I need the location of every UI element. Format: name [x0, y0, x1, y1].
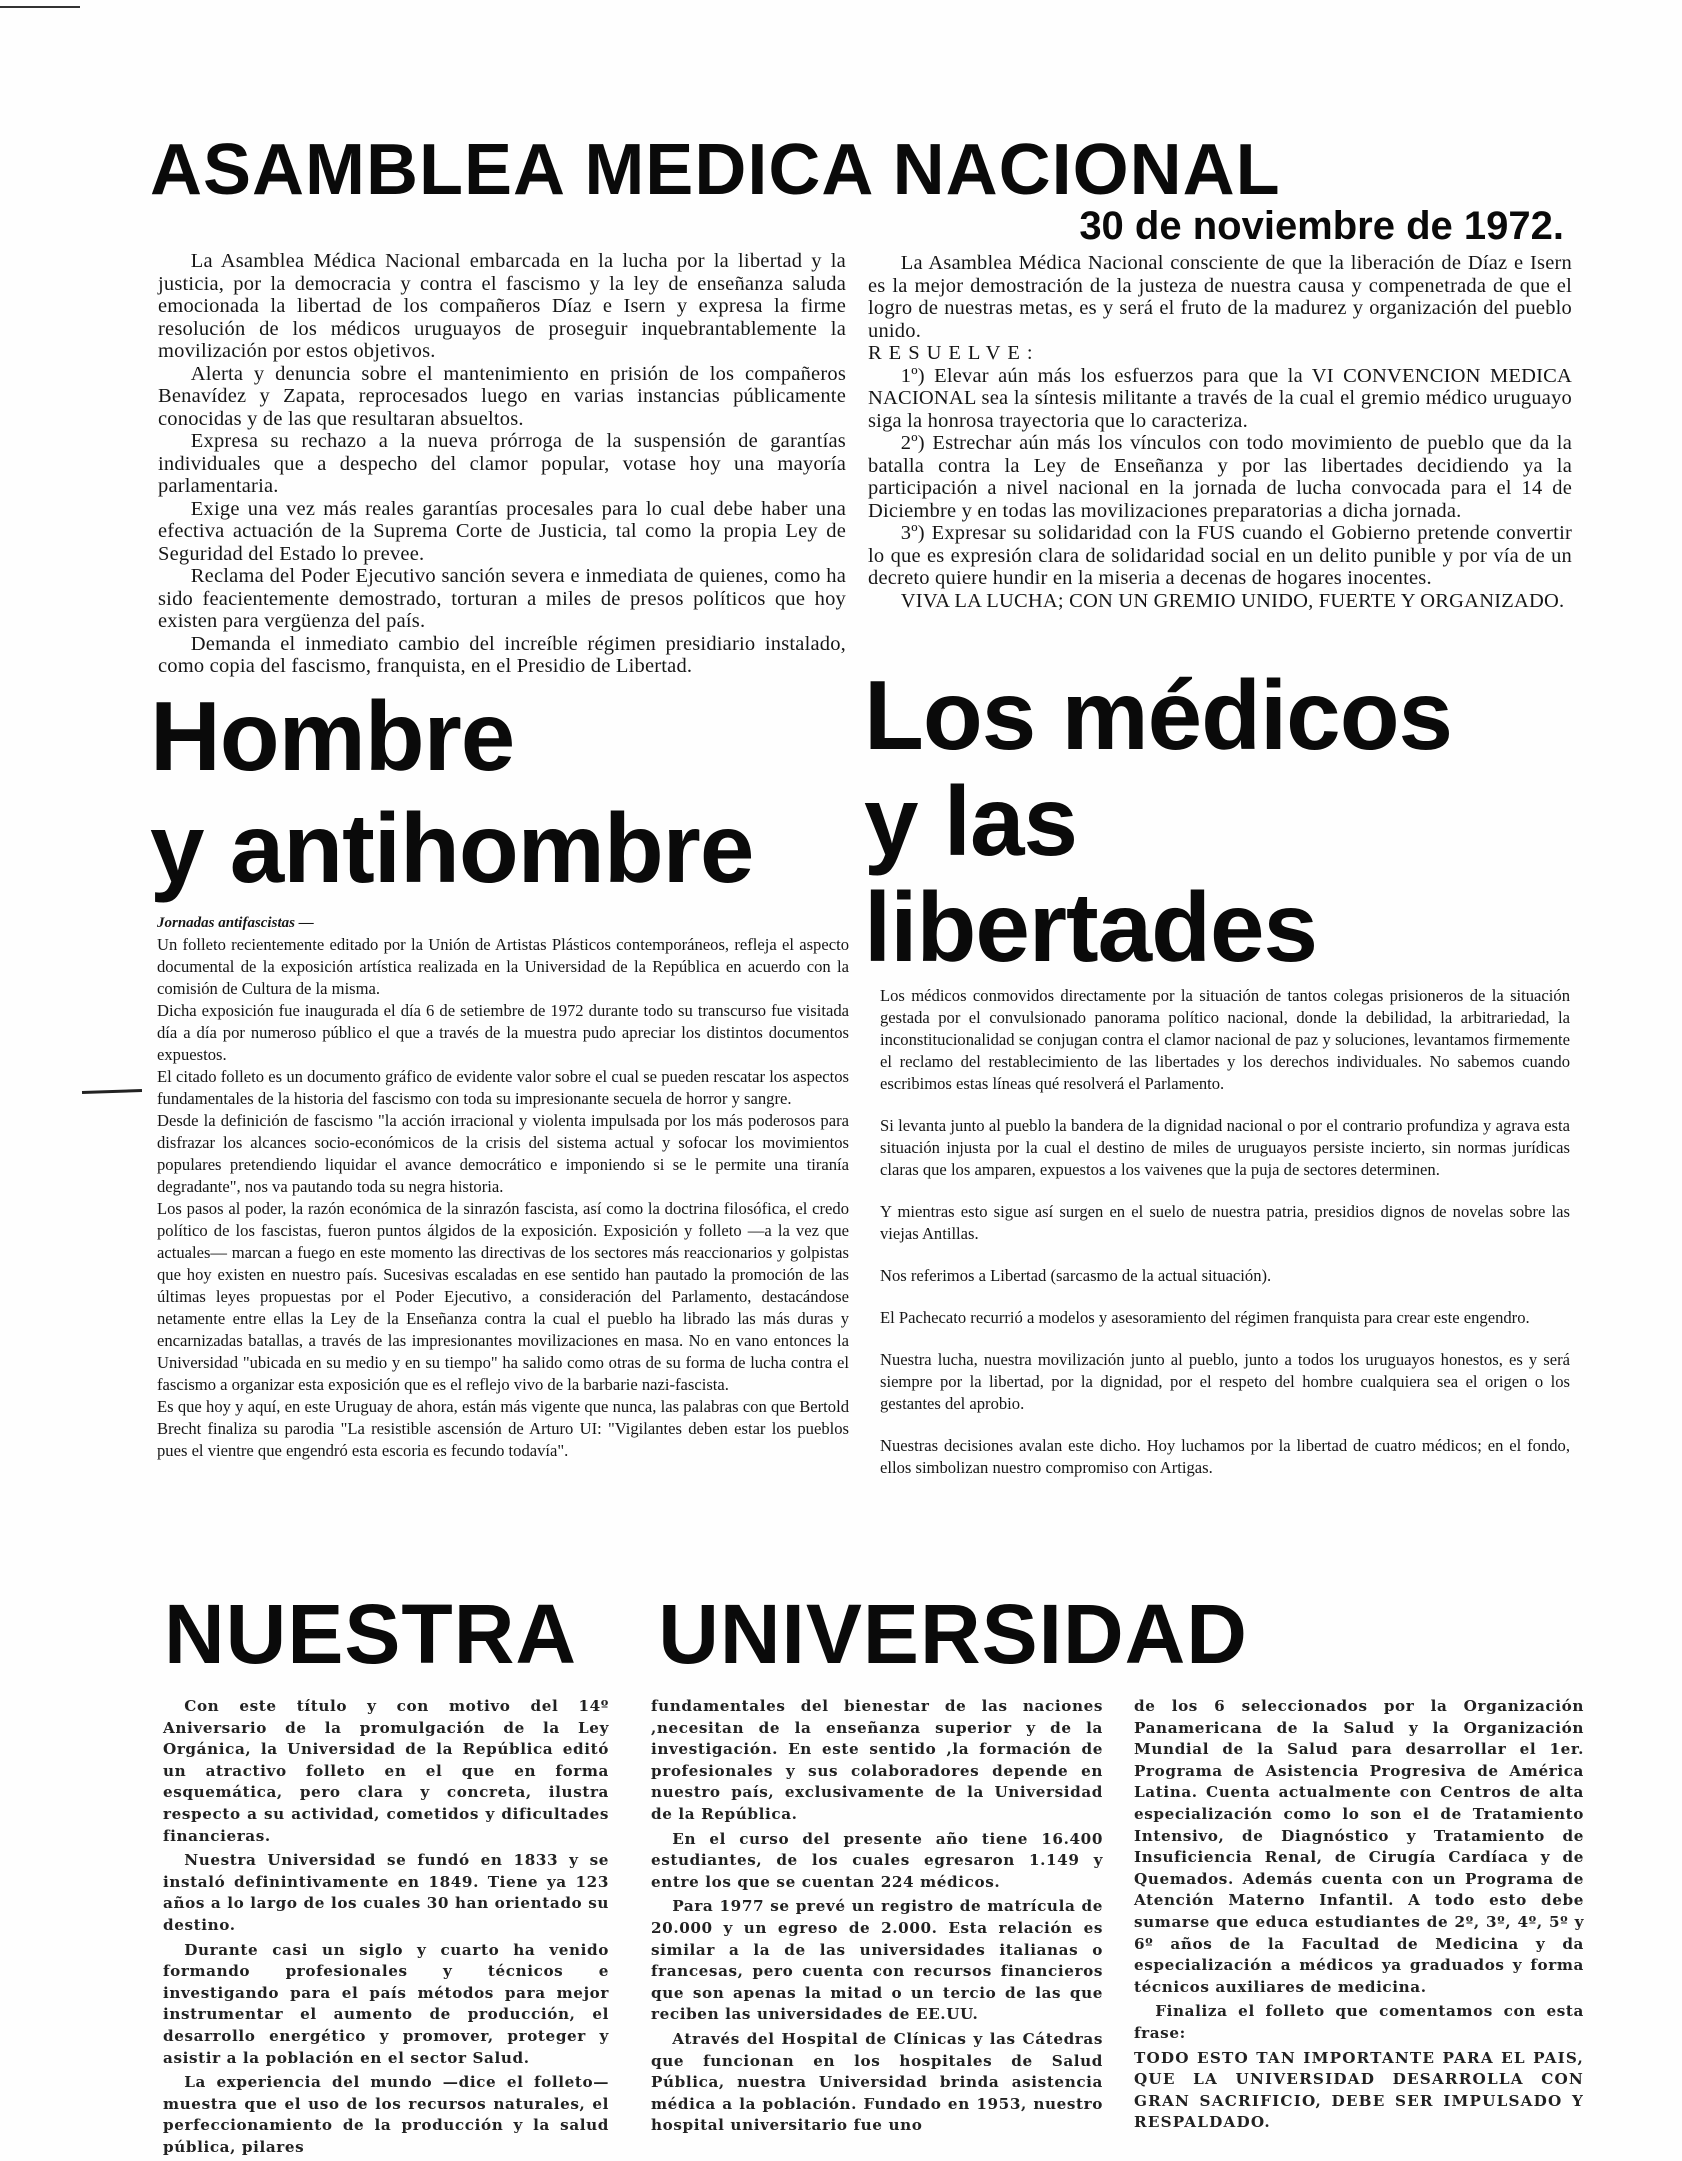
resolution-list [868, 365, 1572, 590]
paragraph: En el curso del presente año tiene 16.400 estudiantes, de los cuales egresaron 1.149 y entre los que se cuentan 224 médicos. [651, 1829, 1103, 1891]
paragraph: Nuestras decisiones avalan este dicho. Hoy luchamos por la libertad de cuatro médicos; en el fondo, ellos simbolizan nuestro compromiso con Artigas. [880, 1436, 1570, 1477]
resolution-item: 1º) Elevar aún más los esfuerzos para que la VI CONVENCION MEDICA NACIONAL sea la síntesis militante a través de la cual el gremio médico uruguayo siga la honrosa trayectoria que lo caracteriza. [868, 364, 1572, 432]
headline-asamblea: ASAMBLEA MEDICA NACIONAL [150, 130, 1281, 210]
paragraph: Un folleto recientemente editado por la Unión de Artistas Plásticos contemporáneos, refleja el aspecto documental de la exposición artística realizada en la Universidad de la República en acuerdo con la comisión de Cultura de la misma. [157, 935, 849, 998]
headline-hombre [150, 680, 753, 904]
asamblea-left-column [158, 250, 846, 678]
paragraph: Expresa su rechazo a la nueva prórroga de la suspensión de garantías individuales que a despecho del clamor popular, votase hoy una mayoría parlamentaria. [158, 430, 846, 497]
closing-slogan: VIVA LA LUCHA; CON UN GREMIO UNIDO, FUERTE Y ORGANIZADO. [900, 589, 1565, 612]
closing-quote: TODO ESTO TAN IMPORTANTE PARA EL PAIS, QUE LA UNIVERSIDAD DESARROLLA CON GRAN SACRIFICIO, DEBE SER IMPULSADO Y RESPALDADO. [1134, 2048, 1584, 2132]
paragraph: El Pachecato recurrió a modelos y asesoramiento del régimen franquista para crear este engendro. [880, 1308, 1530, 1327]
kicker: Jornadas antifascistas — [157, 915, 314, 931]
paragraph: fundamentales del bienestar de las naciones ,necesitan de la enseñanza superior y de la investigación. En este sentido ,la formación de profesionales y sus colaboradores depende en nuestro país, exclusivamente de la Universidad de la República. [651, 1697, 1103, 1823]
paragraph: Los médicos conmovidos directamente por la situación de tantos colegas prisioneros de la situación gestada por el convulsionado panorama político nacional, donde la debilidad, la arbitrariedad, la inconstitucionalidad se conjugan contra el clamor nacional de paz y soluciones, levantamos firmemente el reclamo del restablecimiento de las libertades y los derechos individuales. No sabemos cuando escribimos estas líneas qué resolverá el Parlamento. [880, 986, 1570, 1093]
paragraph: Nos referimos a Libertad (sarcasmo de la actual situación). [880, 1266, 1272, 1285]
paragraph: Nuestra lucha, nuestra movilización junto al pueblo, junto a todos los uruguayos honestos, es y será siempre por la libertad, por la dignidad, por el respeto del hombre cualquiera sea el origen o los gestantes del aprobio. [880, 1350, 1570, 1413]
universidad-column-3 [1134, 1696, 1584, 2137]
paragraph: Demanda el inmediato cambio del increíble régimen presidiario instalado, como copia del fascismo, franquista, en el Presidio de Libertad. [158, 632, 846, 677]
paragraph: Nuestra Universidad se fundó en 1833 y se instaló definintivamente en 1849. Tiene ya 123 años a lo largo de los cuales 30 han orientado su destino. [163, 1851, 609, 1934]
universidad-column-2 [651, 1696, 1103, 2140]
paragraph: Y mientras esto sigue así surgen en el suelo de nuestra patria, presidios dignos de novelas sobre las viejas Antillas. [880, 1202, 1570, 1243]
resuelve-heading: RESUELVE: [868, 342, 1040, 364]
paragraph: Para 1977 se prevé un registro de matrícula de 20.000 y un egreso de 2.000. Esta relación es similar a la de las universidades italianas o francesas, pero cuenta con recursos financieros que son apenas la mitad o un tercio de las que reciben las universidades de EE.UU. [651, 1897, 1103, 2024]
headline-universidad: NUESTRA UNIVERSIDAD [164, 1587, 1248, 1681]
scan-edge-line [0, 6, 80, 8]
paragraph: Finaliza el folleto que comentamos con esta frase: [1134, 2002, 1584, 2042]
paragraph: Através del Hospital de Clínicas y las Cátedras que funcionan en los hospitales de Salud Pública, nuestra Universidad brinda asistencia médica a la población. Fundado en 1953, nuestro hospital universitario fue uno [651, 2029, 1103, 2135]
headline-line: Hombre [150, 681, 515, 791]
paragraph: Si levanta junto al pueblo la bandera de la dignidad nacional o por el contrario profundiza y agrava esta situación injusta por la cual el destino de miles de uruguayos persiste incierto, sin normas jurídicas claras que los amparen, expuestos a los vaivenes que la puja de sectores determinen. [880, 1116, 1570, 1179]
paragraph: Dicha exposición fue inaugurada el día 6 de setiembre de 1972 durante todo su transcurso fue visitada día a día por numeroso público el que a través de la muestra pudo apreciar los distintos documentos expuestos. [157, 1001, 849, 1064]
paragraph: La Asamblea Médica Nacional consciente de que la liberación de Díaz e Isern es la mejor demostración de la justeza de nuestra causa y compenetrada de que el logro de nuestras metas, es y será el fruto de la madurez y organización del pueblo unido. [868, 252, 1572, 342]
paragraph: La Asamblea Médica Nacional embarcada en la lucha por la libertad y la justicia, por la democracia y contra el fascismo y la ley de enseñanza saluda emocionada la libertad de los compañeros Díaz e Isern y expresa la firme resolución de los médicos uruguayos de proseguir inquebrantablemente la movilización por estos objetivos. [158, 250, 846, 362]
paragraph: Alerta y denuncia sobre el mantenimiento en prisión de los compañeros Benavídez y Zapata, reprocesados luego en varias instancias públicamente conocidas y de las que resultaran absueltos. [158, 362, 846, 430]
universidad-column-1 [163, 1696, 609, 2161]
headline-line: y antihombre [150, 793, 754, 903]
headline-medicos [864, 662, 1452, 980]
paragraph: Desde la definición de fascismo "la acción irracional y violenta impulsada por los más poderosos para disfrazar los alcances socio-económicos de la crisis del sistema actual y sofocar los movimientos populares pretendiendo liquidar el avance democrático e imponiendo si se le permite una tiranía degradante", nos va pautando toda su negra historia. [157, 1111, 849, 1196]
paragraph: Durante casi un siglo y cuarto ha venido formando profesionales y técnicos e investigando para el país métodos para mejor instrumentar el aumento de producción, el desarrollo energético y promover, proteger y asistir a la población en el sector Salud. [163, 1940, 609, 2067]
headline-line: Los médicos [864, 660, 1453, 770]
paragraph: Exige una vez más reales garantías procesales para lo cual debe haber una efectiva actuación de la Suprema Corte de Justicia, tal como la propia Ley de Seguridad del Estado lo prevee. [158, 497, 846, 565]
resolution-item: 2º) Estrechar aún más los vínculos con todo movimiento de pueblo que da la batalla contra la Ley de Enseñanza y por las libertades decidiendo ya la participación a nivel nacional en la jornada de lucha convocada para el 14 de Diciembre y en todas las movilizaciones preparatorias a dicha jornada. [868, 432, 1572, 522]
paragraph: El citado folleto es un documento gráfico de evidente valor sobre el cual se pueden rescatar los aspectos fundamentales de la historia del fascismo con toda su impresionante secuela de horror y sangre. [157, 1067, 849, 1108]
dateline: 30 de noviembre de 1972. [1079, 204, 1564, 248]
medicos-article [880, 985, 1570, 1499]
paragraph: Es que hoy y aquí, en este Uruguay de ahora, están más vigente que nunca, las palabras con que Bertold Brecht finaliza su parodia "La resistible ascensión de Arturo UI: "Vigilantes deben estar los pueblos pues el vientre que engendró esta escoria es fecundo todavía". [157, 1397, 849, 1460]
paragraph: Reclama del Poder Ejecutivo sanción severa e inmediata de quienes, como ha sido feacientemente demostrado, torturan a miles de presos políticos que hoy existen para vergüenza del país. [158, 565, 846, 632]
resolution-item: 3º) Expresar su solidaridad con la FUS cuando el Gobierno pretende convertir lo que es expresión clara de solidaridad social en un delito punible y por vía de un decreto quiere hundir en la miseria a decenas de hogares inocentes. [868, 522, 1572, 589]
paragraph: Con este título y con motivo del 14º Aniversario de la promulgación de la Ley Orgánica, la Universidad de la República editó un atractivo folleto en el que en forma esquemática, pero clara y concreta, ilustra respecto a su actividad, cometidos y dificultades financieras. [163, 1697, 609, 1845]
paragraph: de los 6 seleccionados por la Organización Panamericana de la Salud y la Organización Mundial de la Salud para desarrollar el 1er. Programa de Asistencia Progresiva de América Latina. Cuenta actualmente con Centros de alta especialización como lo son el de Tratamiento Intensivo, de Diagnóstico y Tratamiento de Insuficiencia Renal, de Cirugía Cardíaca y de Quemados. Además cuenta con un Programa de Atención Materno Infantil. A todo esto debe sumarse que educa estudiantes de 2º, 3º, 4º, 5º y 6º años de la Facultad de Medicina y da especialización a médicos ya graduados y forma técnicos auxiliares de medicina. [1134, 1697, 1584, 1996]
hombre-article [157, 912, 849, 1462]
column-3-body [1134, 1696, 1584, 2045]
paragraph: La experiencia del mundo —dice el folleto— muestra que el uso de los recursos naturales, el perfeccionamiento de la producción y la salud pública, pilares [163, 2073, 609, 2156]
asamblea-right-column [868, 252, 1572, 612]
headline-line: y las [864, 766, 1077, 876]
paragraph: Los pasos al poder, la razón económica de la sinrazón fascista, así como la doctrina filosófica, el credo político de los fascistas, fueron puntos álgidos de la exposición. Exposición y folleto —a la vez que actuales— marcan a fuego en este momento las directivas de los sectores más reaccionarios y golpistas que hoy existen en nuestro país. Sucesivas escaladas en ese sentido han pautado la promoción de las últimas leyes propuestas por el Poder Ejecutivo, a consideración del Parlamento, destacándose netamente entre ellas la Ley de la Enseñanza contra la cual el pueblo ha librado las más duras y encarnizadas batallas, a través de las impresionantes movilizaciones en masa. No en vano entonces la Universidad "ubicada en su medio y en su tiempo" ha salido como otras de su forma de lucha contra el fascismo a organizar esta exposición que es el reflejo vivo de la barbarie nazi-fascista. [157, 1199, 849, 1394]
headline-line: libertades [864, 872, 1317, 982]
hombre-body [157, 934, 849, 1462]
margin-mark [82, 1089, 142, 1094]
